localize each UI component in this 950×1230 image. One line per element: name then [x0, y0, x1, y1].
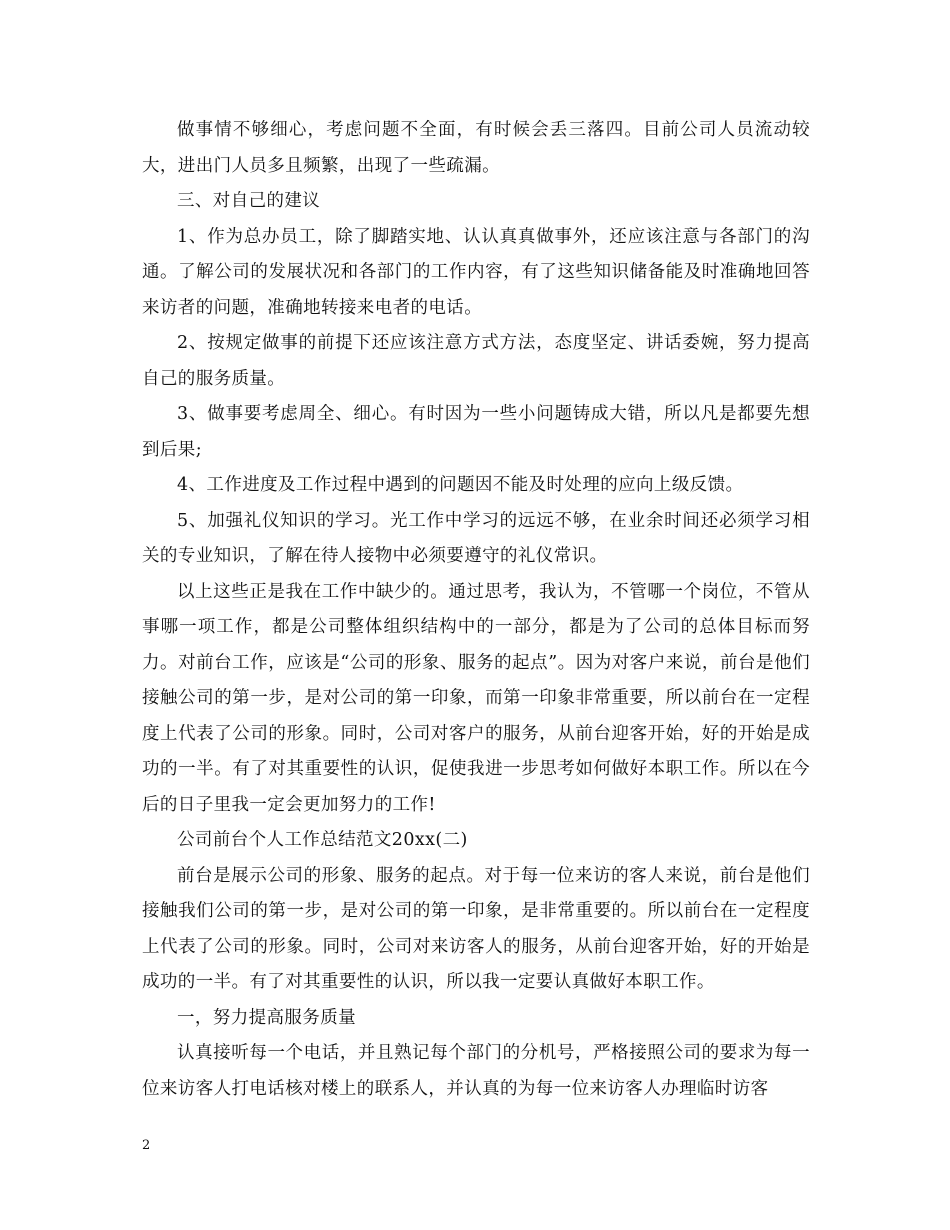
paragraph-conclusion: 以上这些正是我在工作中缺少的。通过思考，我认为，不管哪一个岗位，不管从事哪一项工作，都是公司整体组织结构中的一部分，都是为了公司的总体目标而努力。对前台工作，应该是“公司的形象、服务的起点”。因为对客户来说，前台是他们接触公司的第一步，是对公司的第一印象，而第一印象非常重要，所以前台在一定程度上代表了公司的形象。同时，公司对客户的服务，从前台迎客开始，好的开始是成功的一半。有了对其重要性的认识，促使我进一步思考如何做好本职工作。所以在今后的日子里我一定会更加努力的工作! — [142, 581, 810, 815]
suggestion-item-2: 2、按规定做事的前提下还应该注意方式方法，态度坚定、讲话委婉，努力提高自己的服务质量。 — [142, 333, 810, 389]
document-body — [142, 113, 810, 1107]
suggestion-item-5: 5、加强礼仪知识的学习。光工作中学习的远远不够，在业余时间还必须学习相关的专业知识，了解在待人接物中必须要遵守的礼仪常识。 — [142, 510, 810, 566]
paragraph-intro-part-two: 前台是展示公司的形象、服务的起点。对于每一位来访的客人来说，前台是他们接触我们公司的第一步，是对公司的第一印象，是非常重要的。所以前台在一定程度上代表了公司的形象。同时，公司对来访客人的服务，从前台迎客开始，好的开始是成功的一半。有了对其重要性的认识，所以我一定要认真做好本职工作。 — [142, 865, 810, 992]
section-heading-suggestions: 三、对自己的建议 — [177, 191, 321, 211]
section-title-part-two: 公司前台个人工作总结范文20xx(二) — [177, 830, 468, 850]
paragraph-service-quality: 认真接听每一个电话，并且熟记每个部门的分机号，严格接照公司的要求为每一位来访客人打电话核对楼上的联系人，并认真的为每一位来访客人办理临时访客 — [142, 1043, 810, 1099]
section-heading-service-quality: 一，努力提高服务质量 — [177, 1007, 356, 1028]
suggestion-item-4: 4、工作进度及工作过程中遇到的问题因不能及时处理的应向上级反馈。 — [177, 475, 744, 495]
suggestion-item-1: 1、作为总办员工，除了脚踏实地、认认真真做事外，还应该注意与各部门的沟通。了解公司的发展状况和各部门的工作内容，有了这些知识储备能及时准确地回答来访者的问题，准确地转接来电者的电话。 — [142, 226, 810, 318]
page-number: 2 — [142, 1138, 151, 1153]
suggestion-item-3: 3、做事要考虑周全、细心。有时因为一些小问题铸成大错，所以凡是都要先想到后果; — [142, 404, 810, 460]
paragraph-1: 做事情不够细心，考虑问题不全面，有时候会丢三落四。目前公司人员流动较大，进出门人员多且频繁，出现了一些疏漏。 — [142, 120, 810, 176]
